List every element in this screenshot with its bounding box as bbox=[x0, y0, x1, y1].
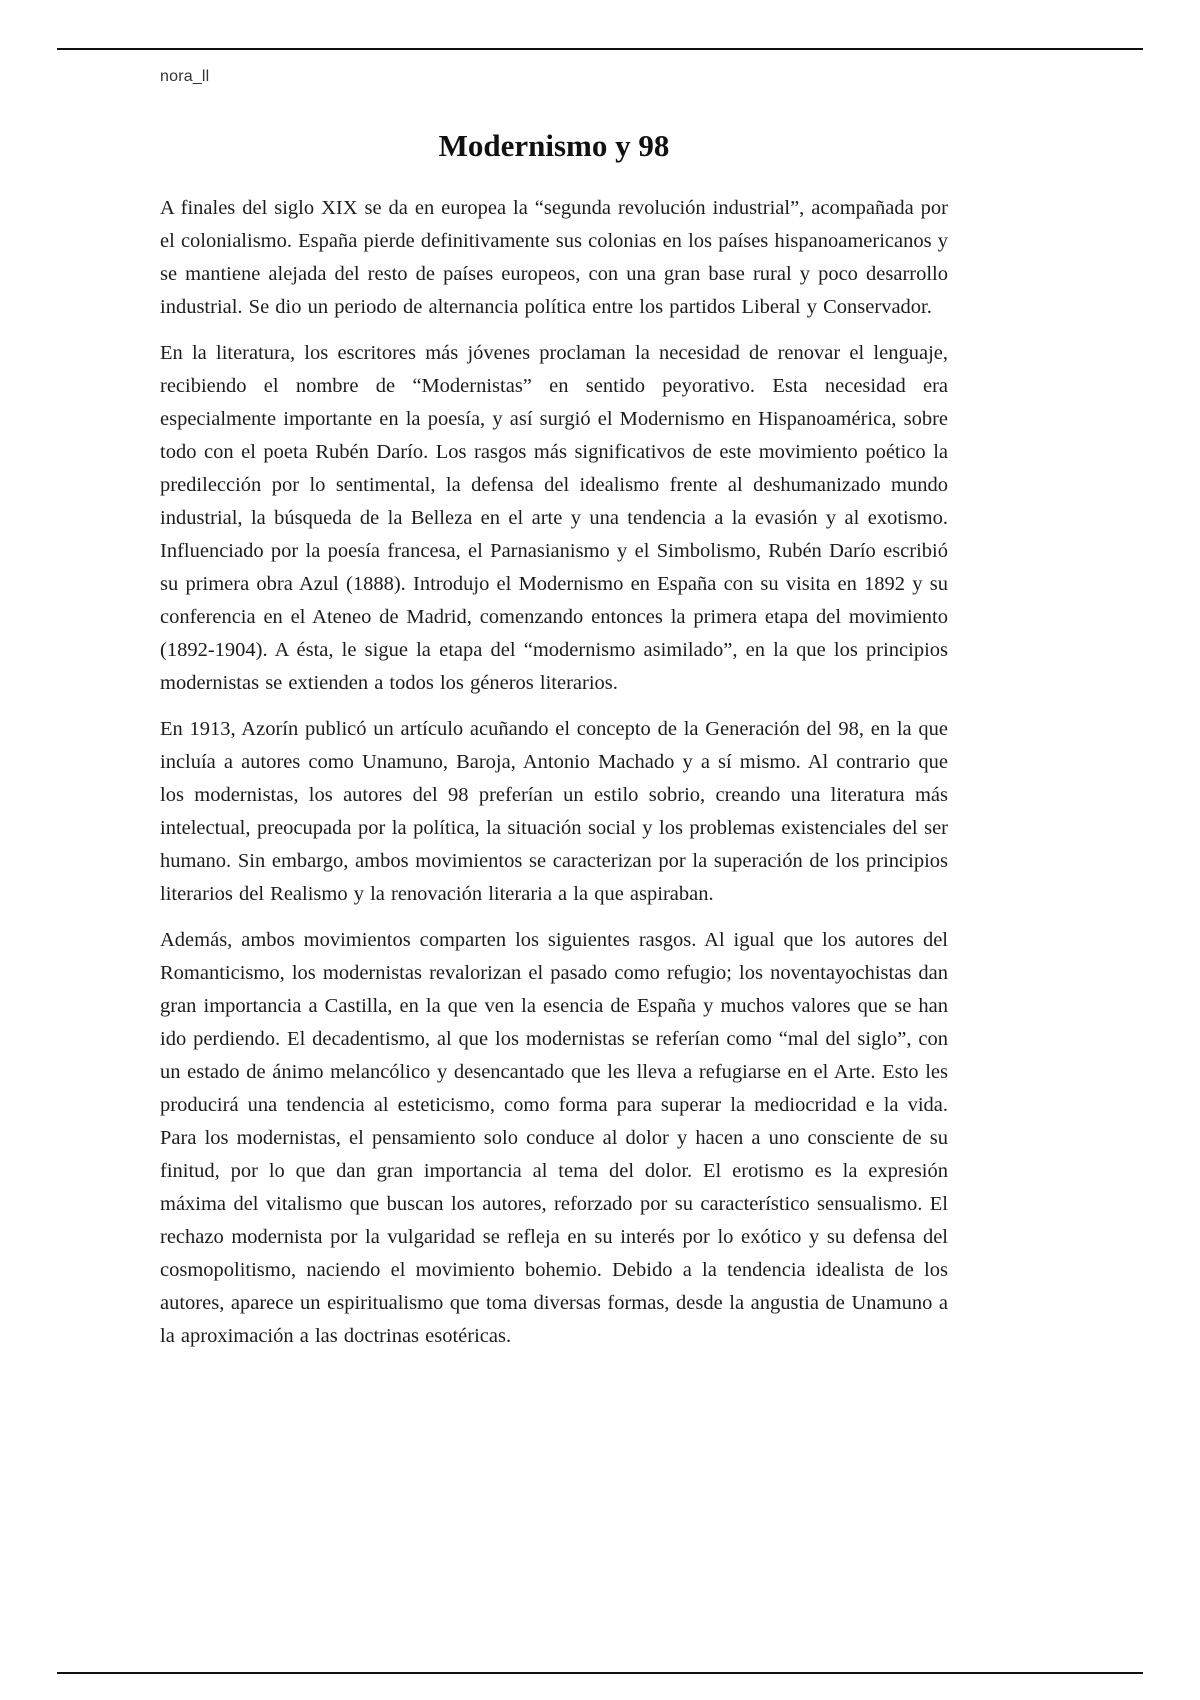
document-content bbox=[160, 128, 948, 1353]
paragraph-3: En 1913, Azorín publicó un artículo acuñando el concepto de la Generación del 98, en la que incluía a autores como Unamuno, Baroja, Antonio Machado y a sí mismo. Al contrario que los modernistas, los autores del 98 preferían un estilo sobrio, creando una literatura más intelectual, preocupada por la política, la situación social y los problemas existenciales del ser humano. Sin embargo, ambos movimientos se caracterizan por la superación de los principios literarios del Realismo y la renovación literaria a la que aspiraban. bbox=[160, 718, 948, 905]
document-title: Modernismo y 98 bbox=[438, 128, 670, 163]
paragraph-2: En la literatura, los escritores más jóvenes proclaman la necesidad de renovar el lenguaje, recibiendo el nombre de “Modernistas” en sentido peyorativo. Esta necesidad era especialmente importante en la poesía, y así surgió el Modernismo en Hispanoamérica, sobre todo con el poeta Rubén Darío. Los rasgos más significativos de este movimiento poético la predilección por lo sentimental, la defensa del idealismo frente al deshumanizado mundo industrial, la búsqueda de la Belleza en el arte y una tendencia a la evasión y al exotismo. Influenciado por la poesía francesa, el Parnasianismo y el Simbolismo, Rubén Darío escribió su primera obra Azul (1888). Introdujo el Modernismo en España con su visita en 1892 y su conferencia en el Ateneo de Madrid, comenzando entonces la primera etapa del movimiento (1892-1904). A ésta, le sigue la etapa del “modernismo asimilado”, en la que los principios modernistas se extienden a todos los géneros literarios. bbox=[160, 342, 948, 694]
author-watermark: nora_ll bbox=[160, 68, 210, 85]
bottom-rule bbox=[57, 1672, 1143, 1674]
paragraph-4: Además, ambos movimientos comparten los siguientes rasgos. Al igual que los autores del Romanticismo, los modernistas revalorizan el pasado como refugio; los noventayochistas dan gran importancia a Castilla, en la que ven la esencia de España y muchos valores que se han ido perdiendo. El decadentismo, al que los modernistas se referían como “mal del siglo”, con un estado de ánimo melancólico y desencantado que les lleva a refugiarse en el Arte. Esto les producirá una tendencia al esteticismo, como forma para superar la mediocridad e la vida. Para los modernistas, el pensamiento solo conduce al dolor y hacen a uno consciente de su finitud, por lo que dan gran importancia al tema del dolor. El erotismo es la expresión máxima del vitalismo que buscan los autores, reforzado por su característico sensualismo. El rechazo modernista por la vulgaridad se refleja en su interés por lo exótico y su defensa del cosmopolitismo, naciendo el movimiento bohemio. Debido a la tendencia idealista de los autores, aparece un espiritualismo que toma diversas formas, desde la angustia de Unamuno a la aproximación a las doctrinas esotéricas. bbox=[160, 929, 948, 1347]
top-rule bbox=[57, 48, 1143, 50]
paragraph-1: A finales del siglo XIX se da en europea la “segunda revolución industrial”, acompañada por el colonialismo. España pierde definitivamente sus colonias en los países hispanoamericanos y se mantiene alejada del resto de países europeos, con una gran base rural y poco desarrollo industrial. Se dio un periodo de alternancia política entre los partidos Liberal y Conservador. bbox=[160, 197, 948, 318]
